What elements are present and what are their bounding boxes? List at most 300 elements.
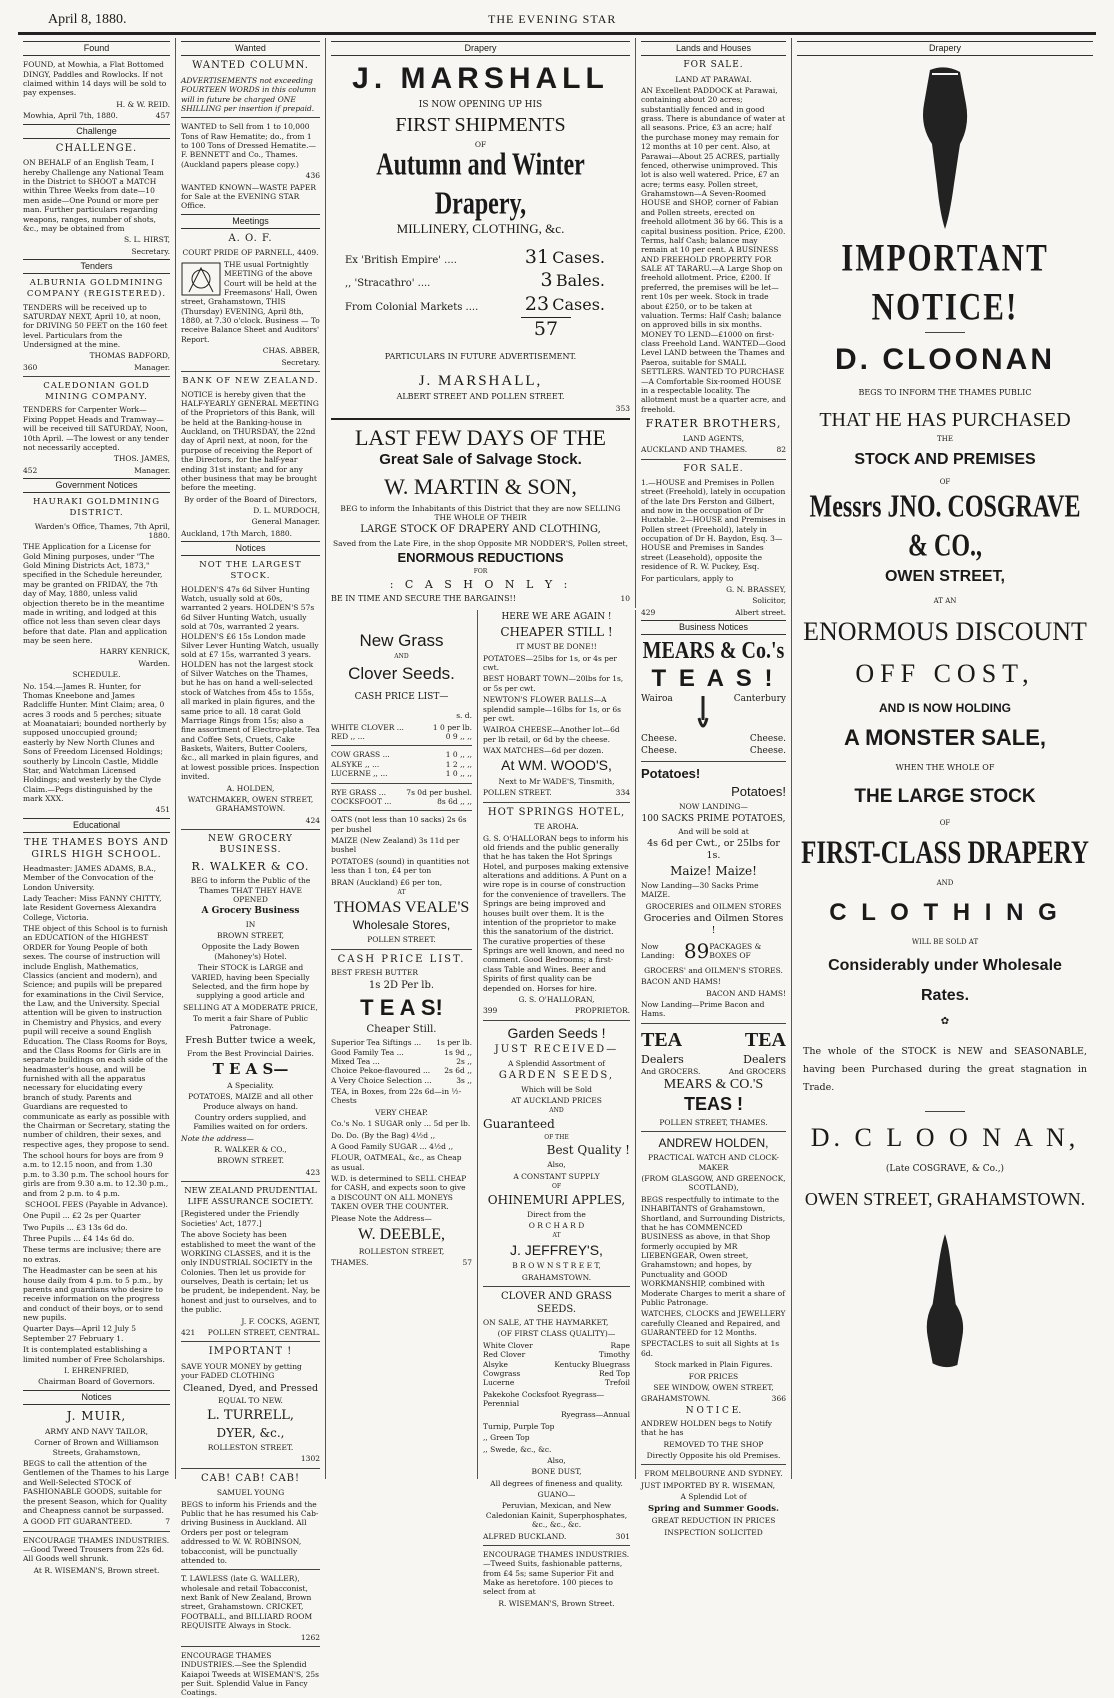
maize: MAIZE (New Zealand) 3s 11d per bushel — [331, 836, 460, 855]
potatoes-head: Potatoes! — [641, 765, 701, 781]
bacon-head-2: BACON AND HAMS! — [706, 988, 786, 998]
deeble-cheaper: Cheaper Still. — [366, 1023, 437, 1035]
frater-auckland: AUCKLAND AND THAMES. — [641, 445, 748, 455]
tea-row — [331, 1048, 472, 1057]
grocery-selling: SELLING AT A MODERATE PRICE, — [183, 1002, 318, 1012]
divider — [483, 802, 630, 803]
wood-cheaper: CHEAPER STILL ! — [500, 625, 613, 640]
buckland-haymarket: ON SALE, AT THE HAYMARKET, — [483, 1318, 609, 1327]
muir-sub: ARMY AND NAVY TAILOR, — [45, 1426, 148, 1436]
buckland-bone: BONE DUST, — [531, 1467, 582, 1477]
martin-last: LAST FEW DAYS OF THE — [354, 424, 606, 450]
section-lands: Lands and Houses — [641, 41, 786, 56]
deeble-sugar: Co.'s No. 1 SUGAR only ... 5d per lb. — [331, 1119, 471, 1129]
wood-newton: NEWTON'S FLOWER BALLS—A splendid sample—16lbs for 1s, or 6s per cwt. — [483, 695, 622, 723]
jeffrey-also: Also, — [547, 1160, 566, 1170]
marshall-addr: ALBERT STREET AND POLLEN STREET. — [396, 392, 565, 402]
prudential-addr: POLLEN STREET, CENTRAL. — [207, 1327, 320, 1337]
jeffrey-brown: B R O W N S T R E E T, — [512, 1261, 601, 1271]
school-fees-head: SCHOOL FEES (Payable in Advance). — [25, 1199, 168, 1209]
tea-price: 2s ,, — [456, 1056, 472, 1066]
marshall-sign: J. MARSHALL, — [418, 372, 543, 389]
andrew-holden-spectacles: SPECTACLES to suit all Sights at 1s 6d. — [641, 1339, 780, 1358]
price-row — [331, 732, 472, 741]
section-meetings: Meetings — [181, 214, 320, 229]
school-fee-1: One Pupil ... £2 2s per Quarter — [23, 1211, 141, 1221]
tea-word: TEA — [744, 1028, 786, 1051]
found-foot: Mowhia, April 7th, 1880. — [23, 111, 118, 121]
challenge-body: ON BEHALF of an English Team, I hereby Challenge any National Team in the District to SHOOT a MATCH within Three Weeks from date—10 men aside—One Pound or more per man. Further particulars regarding weapons, ranges, number of shots, &c., may be obtained from — [23, 158, 164, 233]
price-row — [331, 788, 472, 797]
grocery-business: A Grocery Business — [201, 906, 300, 917]
important-body: SAVE YOUR MONEY by getting your FADED CLOTHING — [181, 1361, 302, 1381]
column-3a — [326, 610, 478, 1479]
veale-pollen: POLLEN STREET. — [367, 935, 436, 945]
grocery-country: Country orders supplied, and Families waited on for orders. — [193, 1112, 308, 1132]
wood-wax: WAX MATCHES—6d per dozen. — [483, 746, 604, 755]
section-tenders: Tenders — [23, 259, 170, 274]
buckland-swede: ,, Swede, &c., &c. — [483, 1444, 552, 1454]
bran: BRAN (Auckland) £6 per ton, — [331, 877, 443, 887]
wanted-head: WANTED COLUMN. — [192, 60, 309, 72]
issue-date: April 8, 1880. — [48, 12, 127, 27]
seed-row — [483, 1369, 630, 1378]
potatoes-sacks: 100 SACKS PRIME POTATOES, — [641, 813, 786, 824]
holden-num: 424 — [305, 815, 320, 825]
tea-price: 1s per lb. — [436, 1038, 472, 1048]
tenders-num: 360 — [23, 362, 38, 372]
wiseman-from: FROM MELBOURNE AND SYDNEY. — [644, 1469, 783, 1479]
jeffrey-orchard: O R C H A R D — [528, 1220, 585, 1230]
hauraki-date: Warden's Office, Thames, 7th April, 1880. — [34, 521, 170, 540]
challenge-role: Secretary. — [131, 246, 170, 256]
grocery-street: BROWN STREET, — [217, 931, 284, 940]
deeble-name: W. DEEBLE, — [358, 1225, 445, 1243]
buckland-also: Also, — [547, 1455, 566, 1465]
shipment-total: 57 — [521, 317, 571, 342]
seed-row — [483, 1378, 630, 1387]
deeble-butter: 1s 2D Per lb. — [368, 979, 435, 991]
cloonan-and: AND — [936, 878, 954, 887]
groceries-head: GROCERIES and OILMEN STORES — [645, 901, 782, 911]
section-business: Business Notices — [641, 620, 786, 635]
cloonan-of-2: OF — [939, 818, 951, 827]
buckland-peruvian: Peruvian, Mexican, and New Caledonian Kainit, Superphosphates, &c., &c., &c. — [485, 1501, 628, 1530]
bank-head: BANK OF NEW ZEALAND. — [182, 375, 319, 386]
seed-right: Rape — [610, 1340, 630, 1350]
tea-dealers-row — [641, 1028, 786, 1053]
divider — [181, 1569, 320, 1570]
marshall-particulars: PARTICULARS IN FUTURE ADVERTISEMENT. — [384, 351, 577, 361]
turrell-dyer: DYER, &c., — [216, 1426, 285, 1440]
clover-head: Clover Seeds. — [348, 663, 455, 683]
jeffrey-name: J. JEFFREY'S, — [510, 1241, 603, 1258]
lands-for-sale: FOR SALE. — [683, 60, 744, 71]
challenge-sign: S. L. HIRST, — [124, 235, 170, 245]
deeble-very: VERY CHEAP. — [375, 1107, 428, 1117]
cheese-row — [641, 746, 786, 757]
seed-row — [483, 1360, 630, 1369]
paper-title: THE EVENING STAR — [488, 12, 617, 26]
marshall-autumn: Autumn and Winter Drapery, — [376, 148, 585, 222]
tenders-body: TENDERS will be received up to SATURDAY NEXT, April 10, at noon, for DRIVING 50 FEET on the 160 feet level. Particulars from the Undersigned at the mine. — [23, 302, 168, 349]
divider — [331, 810, 472, 811]
price-value: 1 2 ,, ,, — [445, 759, 472, 769]
cash-list: CASH PRICE LIST— — [354, 692, 449, 702]
deeble-flour2: FLOUR, OATMEAL, &c., as Cheap as usual. — [331, 1153, 462, 1172]
seed-left: Lucerne — [483, 1378, 515, 1388]
prudential-num: 421 — [181, 1327, 196, 1337]
school-hm: The Headmaster can be seen at his house daily from 4 p.m. to 5 p.m., by parents and guardians who desire to receive information on the progress and conduct of their boys, or to send new pupils. — [23, 1266, 164, 1322]
houses-solicitor: Solicitor, — [752, 596, 786, 606]
hot-num: 399 — [483, 1006, 498, 1016]
garden-sold: Which will be Sold — [521, 1084, 592, 1094]
wanted-ad-2: WANTED KNOWN—WASTE PAPER for Sale at the EVENING STAR Office. — [181, 182, 316, 211]
martin-num: 10 — [620, 593, 630, 603]
muir-guarantee: A GOOD FIT GUARANTEED. — [23, 1517, 133, 1527]
oats: OATS (not less than 10 sacks) 2s 6s per bushel — [331, 815, 467, 834]
caledonian-role: Manager. — [134, 465, 170, 475]
bank-body: NOTICE is hereby given that the HALF-YEARLY GENERAL MEETING of the Proprietors of this Bank, will be held at the Banking-house in Auckland, on THURSDAY, the 22nd day of April next, at noon, for the purpose of receiving the Report of the Directors, for the half-year ending 31st instant; and for any other business that may be brought before the meeting. — [181, 389, 319, 493]
andrew-holden-body: BEGS respectfully to intimate to the INHABITANTS of Grahamstown, Shortland, and Surrounding Districts, that he has COMMENCED BUSINESS as above, in that Shop formerly occupied by MR LIEBENGEAR, Owen street, Grahamstown; and hopes, by Punctuality and GOOD WORKMANSHIP, combined with Moderate Charges to merit a share of Public Patronage. — [641, 1194, 786, 1307]
shipment-row — [345, 269, 605, 293]
deeble-num: 57 — [462, 1258, 472, 1268]
section-notices-2: Notices — [181, 541, 320, 556]
holden-addr: WATCHMAKER, OWEN STREET, GRAHAMSTOWN. — [187, 794, 314, 814]
grocery-potatoes: POTATOES, MAIZE and all other Produce always on hand. — [188, 1092, 313, 1111]
school-hours: The school hours for boys are from 9 a.m. to 12.15 noon, and from 1.30 p.m. to 3.30 p.m. The school hours for girls are from 9.30 a.m. to 12.30 p.m., and from 2 p.m. to 4 p.m. — [23, 1151, 169, 1198]
houses-body: 1.—HOUSE and Premises in Pollen street (Freehold), lately in occupation of the late Drs Ferston and Gilbert, and now in the occupation of Dr Huxtable. 2—HOUSE and Premises in Pollen street (Freehold), lately in occupation of Dr H. Baydon, Esq. 3—HOUSE and Premises in Sandes street (Leasehold), opposite the residence of R. W. Puckey, Esq. — [641, 477, 786, 572]
grocery-dairies: From the Best Provincial Dairies. — [187, 1048, 314, 1058]
price-item: RED ,, ... — [331, 732, 365, 741]
divider — [483, 1545, 630, 1546]
price-value: 1 0 per lb. — [432, 722, 472, 732]
wood-potatoes: POTATOES—25lbs for 1s, or 4s per cwt. — [483, 653, 617, 672]
encourage-body: ENCOURAGE THAMES INDUSTRIES.—Good Tweed Trousers from 22s 6d. All Goods well shrunk. — [23, 1535, 170, 1564]
potatoes-sold: And will be sold at — [678, 826, 749, 836]
lands-parawai: LAND AT PARAWAI. — [675, 74, 752, 84]
maize-landing: Now Landing—30 Sacks Prime MAIZE. — [641, 881, 759, 900]
wiseman-inspection: INSPECTION SOLICITED — [664, 1527, 763, 1537]
grocery-in: IN — [245, 919, 256, 929]
prudential-body: The above Society has been established to meet the want of the WORKING CLASSES, and it is the only INDUSTRIAL SOCIETY in the Colonies. Then let us provide for ourselves, Death is certain; let us be prudent, be independent. Nay, be honest and just to ourselves, and to the public. — [181, 1230, 320, 1315]
wood-next: Next to Mr WADE'S, Tinsmith, — [498, 776, 615, 786]
grocery-stock: Their STOCK is LARGE and VARIED, having been Specially Selected, and the firm hope by supplying a good article and — [191, 963, 310, 1001]
shipment-unit: Bales. — [555, 271, 605, 291]
column-5 — [792, 38, 1098, 1479]
jeffrey-of: OF — [551, 1183, 562, 1190]
divider — [181, 1341, 320, 1342]
packages-grocers: GROCERS' and OILMEN'S STORES. — [644, 965, 783, 975]
price-value: 7s 0d per bushel. — [406, 787, 472, 797]
cloonan-body: The whole of the STOCK is NEW and SEASONABLE, having been Purchased during the great stagnation in Trade. — [803, 1045, 1087, 1093]
section-government: Government Notices — [23, 478, 170, 493]
packages-row — [641, 939, 786, 964]
andrew-holden-prices: FOR PRICES — [688, 1371, 739, 1381]
cloonan-cosgrave: Messrs JNO. COSGRAVE & CO., — [809, 490, 1081, 564]
houses-particulars: For particulars, apply to — [641, 573, 734, 583]
andrew-holden-grahamstown: GRAHAMSTOWN. — [641, 1394, 711, 1404]
cab-body: BEGS to inform his Friends and the Public that he has resumed his Cab-driving Business in Auckland. All Orders per post or telegram addressed to W. W. ROBINSON, tobacconist, will be punctually attended to. — [181, 1499, 319, 1565]
grocery-teas: T E A S— — [212, 1060, 289, 1078]
shipment-qty: 31 — [524, 245, 550, 268]
school-fee-3: Three Pupils ... £4 14s 6d do. — [23, 1234, 135, 1243]
shipment-label: ,, 'Stracathro' .... — [345, 278, 431, 290]
houses-brassey: G. N. BRASSEY, — [726, 584, 786, 594]
mears-teas-2: TEAS ! — [683, 1094, 743, 1115]
cheese-row — [641, 694, 786, 734]
houses-albert: Albert street. — [735, 607, 786, 617]
wood-waioa: WAIROA CHEESE—Another lot—6d per lb retail, or 6d by the cheese. — [483, 725, 620, 744]
deeble-do: Do. Do. (By the Bag) 4½d ,, — [331, 1130, 436, 1140]
cloonan-monster: A MONSTER SALE, — [843, 724, 1047, 750]
cloonan-the: THE — [937, 435, 953, 444]
cloonan-owen-2: OWEN STREET, GRAHAMSTOWN. — [804, 1188, 1086, 1209]
turrell-num: 1302 — [300, 1454, 320, 1464]
buckland-pacey: Pakekohe Cocksfoot Ryegrass—Perennial — [483, 1389, 605, 1408]
section-wanted: Wanted — [181, 41, 320, 56]
garden-received: JUST RECEIVED— — [494, 1044, 619, 1056]
wood-again: HERE WE ARE AGAIN ! — [501, 612, 612, 622]
price-unit: s. d. — [456, 711, 472, 721]
school-contemplated: It is contemplated establishing a limited number of Free Scholarships. — [23, 1345, 165, 1364]
tea-item: Choice Pekoe-flavoured ... — [331, 1066, 431, 1076]
column-3-top — [326, 38, 636, 608]
masthead-rule — [18, 32, 1096, 35]
marshall-of: OF — [474, 140, 487, 149]
divider — [181, 1646, 320, 1647]
deeble-note: Please Note the Address— — [331, 1213, 432, 1223]
packages-label: PACKAGES & BOXES OF — [709, 942, 762, 961]
cloonan-off: OFF COST, — [855, 659, 1035, 688]
found-body: FOUND, at Mowhia, a Flat Bottomed DINGY, Paddles and Rowlocks. If not claimed within 14 days will be sold to pay expenses. — [23, 60, 167, 98]
hot-body: G. S. O'HALLORAN begs to inform his old friends and the public generally that he has taken the Hot Springs Hotel, and purposes making extensive alterations and additions. A Punt on a wire rope is in course of construction for the convenience of travellers. The Springs are being improved and houses built over them. It is the intention of the proprietor to make this the sanatorium of the district. The curative properties of these Springs are well known, and need no comment. Good Bedrooms; a first-class Table and Wines. Beer and Spirits of first quality can be depended on. Horses for hire. — [483, 833, 629, 993]
grocery-name: R. WALKER & CO. — [191, 859, 310, 873]
important-notice: IMPORTANT NOTICE! — [841, 235, 1049, 328]
cheese-label: Cheese. — [641, 734, 678, 745]
notice-head: N O T I C E. — [685, 1405, 742, 1416]
frater-name: FRATER BROTHERS, — [645, 417, 782, 430]
andrew-holden-name: ANDREW HOLDEN, — [658, 1136, 769, 1151]
tea-item: Superior Tea Siftings ... — [331, 1038, 422, 1048]
shipment-row — [345, 246, 605, 270]
cheese-wairoa: Wairoa — [641, 694, 673, 705]
marshall-opening: IS NOW OPENING UP HIS — [418, 99, 543, 110]
buckland-clover: CLOVER AND GRASS SEEDS. — [501, 1291, 612, 1315]
cloonan-large: THE LARGE STOCK — [854, 786, 1036, 807]
encourage-2-body: ENCOURAGE THAMES INDUSTRIES.—See the Splendid Kaiapoi Tweeds at WISEMAN'S, 25s per Suit. Splendid Value in Fancy Coatings. — [181, 1650, 320, 1698]
masthead — [18, 10, 1098, 32]
divider — [641, 1131, 786, 1132]
seed-row — [483, 1350, 630, 1359]
wanted-note: ADVERTISEMENTS not exceeding FOURTEEN WORDS in this column will in future be charged ONE SHILLING per insertion if prepaid. — [181, 75, 317, 113]
frater-agents: LAND AGENTS, — [682, 433, 745, 443]
wood-hobart: BEST HOBART TOWN—20lbs for 1s, or 5s per cwt. — [483, 674, 624, 693]
tea-dealers-row — [641, 1053, 786, 1067]
muir-body: BEGS to call the attention of the Gentlemen of the Thames to his Large and Well-Selected STOCK of FASHIONABLE GOODS, suitable for the present Season, which for Quality and Cheapness cannot be surpassed. — [23, 1459, 169, 1515]
caledonian-num: 452 — [23, 465, 38, 475]
buckland-name: ALFRED BUCKLAND. — [483, 1531, 567, 1541]
section-found: Found — [23, 41, 170, 56]
andrew-holden-glasgow: (FROM GLASGOW, AND GREENOCK, SCOTLAND), — [641, 1174, 786, 1193]
aof-body: THE usual Fortnightly MEETING of the above Court will be held at the Freemasons' Hall, Owen street, Grahamstown, THIS (Thursday) EVENING, April 8th, 1880, at 7.30 o'clock. Business — To receive Balance Sheet and Auditors' Report. — [181, 259, 320, 344]
tea-dealers-row — [641, 1067, 786, 1076]
cheese-row — [641, 734, 786, 745]
shipment-qty: 23 — [524, 293, 550, 316]
pointing-hand-icon — [910, 1230, 980, 1370]
school-sign: I. EHRENFRIED, — [64, 1365, 129, 1375]
divider — [331, 949, 472, 950]
tea-price: 3s ,, — [456, 1075, 472, 1085]
martin-body: BEG to inform the Inhabitants of this District that they are now SELLING THE WHOLE OF THEIR — [340, 503, 621, 522]
hauraki-schedule: SCHEDULE. — [72, 670, 121, 680]
cloonan-name: D. CLOONAN — [835, 342, 1055, 376]
jeffrey-direct: Direct from the — [527, 1209, 586, 1219]
aof-role: Secretary. — [281, 357, 320, 367]
cloonan-purchased: THAT HE HAS PURCHASED — [819, 409, 1071, 432]
deeble-wd: W.D. is determined to SELL CHEAP for CASH, and expects soon to give a DISCOUNT ON ALL MONEYS TAKEN OVER THE COUNTER. — [331, 1174, 467, 1212]
grass-head: New Grass — [359, 631, 444, 650]
cheese-label: Cheese. — [749, 734, 786, 745]
grocery-body: BEG to inform the Public of the Thames THAT THEY HAVE OPENED — [190, 876, 311, 904]
grocers-word: And GROCERS. — [641, 1066, 701, 1076]
price-item: RYE GRASS ... — [331, 787, 386, 797]
mears-pollen: POLLEN STREET, THAMES. — [659, 1117, 768, 1127]
grocery-num: 423 — [305, 1167, 320, 1177]
andrew-holden-see: SEE WINDOW, OWEN STREET, — [653, 1382, 774, 1392]
prudential-sign: J. F. COCKS, AGENT, — [241, 1316, 320, 1326]
encourage-3-body: ENCOURAGE THAMES INDUSTRIES.—Tweed Suits, fashionable patterns, from £4 5s; same Superior Fit and Make as heretofore. 100 pieces to select from at — [483, 1549, 630, 1597]
marshall-millinery: MILLINERY, CLOTHING, &c. — [396, 221, 565, 237]
school-qdays: Quarter Days—April 12 July 5 September 27 February 1. — [23, 1324, 137, 1343]
divider — [331, 418, 630, 420]
tenders-role: Manager. — [134, 362, 170, 372]
cheese-label: Cheese. — [641, 745, 678, 756]
garden-guaranteed: Guaranteed — [483, 1116, 555, 1131]
price-value: 8s 6d ,, ,, — [437, 796, 472, 806]
cloonan-begs: BEGS TO INFORM THE THAMES PUBLIC — [858, 388, 1032, 398]
martin-cash: : C A S H O N L Y : — [389, 577, 572, 591]
jeffrey-apples: OHINEMURI APPLES, — [487, 1192, 626, 1207]
turrell-street: ROLLESTON STREET. — [207, 1443, 294, 1452]
divider — [925, 332, 965, 333]
jeffrey-supply: A CONSTANT SUPPLY — [513, 1171, 600, 1181]
buckland-num: 301 — [615, 1531, 630, 1541]
muir-num: 7 — [165, 1517, 170, 1527]
veale-at: AT — [397, 888, 406, 896]
holden-head: NOT THE LARGEST STOCK. — [199, 560, 302, 581]
price-item: COCKSFOOT ... — [331, 796, 392, 806]
wanted-ad-1: WANTED to Sell from 1 to 10,000 Tons of Raw Hematite; do., from 1 to 100 Tons of Dressed Hematite.—F. BENNETT and Co., Thames. (Auckland papers please copy.) — [181, 122, 316, 169]
garden-and: AND — [549, 1107, 564, 1115]
prudential-reg: [Registered under the Friendly Societies' Act, 1877.] — [181, 1209, 300, 1228]
potatoes: POTATOES (sound) in quantities not less than 1 ton, £4 per ton — [331, 856, 470, 876]
maize-head: Maize! Maize! — [670, 864, 757, 878]
divider — [483, 1020, 630, 1021]
marshall-num: 353 — [615, 404, 630, 414]
houses-num: 429 — [641, 607, 656, 617]
divider — [181, 829, 320, 830]
cheese-canterbury: Canterbury — [733, 694, 786, 705]
divider — [181, 117, 320, 118]
found-sign: H. & W. REID. — [116, 99, 170, 109]
tenders-head: ALBURNIA GOLDMINING COMPANY (REGISTERED). — [26, 278, 167, 299]
grocers-word: And GROCERS — [728, 1066, 786, 1076]
cloonan-drapery: FIRST-CLASS DRAPERY — [801, 835, 1089, 871]
garden-of-the: OF THE — [544, 1133, 569, 1141]
price-row — [331, 769, 472, 778]
shipment-unit: Cases. — [552, 247, 605, 267]
caledonian-sign: THOS. JAMES, — [113, 454, 170, 464]
deeble-cash-price: CASH PRICE LIST. — [337, 953, 466, 965]
andrew-holden-watches: WATCHES, CLOCKS and JEWELLERY carefully Cleaned and Repaired, and GUARANTEED for 12 Months. — [641, 1309, 786, 1337]
challenge-head: CHALLENGE. — [55, 142, 138, 154]
buckland-quality: (OF FIRST CLASS QUALITY)— — [497, 1329, 616, 1339]
price-value: 0 9 ,, ,, — [445, 732, 472, 741]
shipment-unit: Cases. — [552, 295, 605, 315]
fleuron-icon: ✿ — [940, 1016, 950, 1028]
hauraki-head: HAURAKI GOLDMINING DISTRICT. — [33, 497, 160, 518]
wiseman-great: GREAT REDUCTION IN PRICES — [651, 1516, 776, 1526]
frater-num: 82 — [776, 445, 786, 455]
veale-wholesale: Wholesale Stores, — [352, 918, 451, 933]
divider — [641, 1464, 786, 1465]
seed-row — [483, 1341, 630, 1350]
grass-and: AND — [394, 653, 409, 661]
found-num: 457 — [155, 111, 170, 121]
deeble-teas: T E A S! — [360, 995, 443, 1021]
grocery-merit: To merit a fair Share of Public Patronage. — [193, 1014, 308, 1033]
seed-right: Trefoil — [604, 1378, 630, 1388]
aof-sign: CHAS. ABBER, — [262, 346, 320, 356]
lands-body: AN Excellent PADDOCK at Parawai, containing about 20 acres; substantially fenced and in good grass. There is abundance of water at all seasons. Price, £3 an acre; half the purchase money may remain for 12 months at 10 per cent. Also, at Parawai—About 25 ACRES, partially fenced, otherwise unimproved. This lot is also well watered. Price, £7 an acre; terms easy. Pollen street, Grahamstown—A Seven-Roomed HOUSE and SHOP, corner of Fabian and Pollen streets, erected on freehold allotment 36 by 66. This is a capital business position. Price, £200. Terms, half Cash; balance may remain at 10 per cent. A BUSINESS AND FREEHOLD PROPERTY FOR SALE AT TARARU.—A Large Shop on freehold allotment. Price, £200. If preferred, the premises will be let—rent 10s per week. Stock in trade about £250, or to be taken at valuation. Terms: Half Cash; balance on approved bills in six months. MONEY TO LEND—£1000 on first-class Freehold Land. WANTED—Good Level LAND between the Thames and Paeroa, suitable for SMALL SETTLERS. WANTED TO PURCHASE—A Comfortable Six-roomed HOUSE in a respectable locality. The allotment must be a quarter acre, and freehold. — [641, 85, 786, 414]
bank-sign: D. L. MURDOCH, — [253, 506, 320, 515]
bank-date: Auckland, 17th March, 1880. — [181, 528, 293, 538]
seed-left: White Clover — [483, 1340, 533, 1350]
potatoes-head-2: Potatoes! — [731, 784, 786, 799]
deeble-boxes: TEA, in Boxes, from 22s 6d—in ½-Chests — [331, 1087, 462, 1106]
cheese-label: Cheese. — [749, 745, 786, 756]
notice-directly: Directly Opposite his old Premises. — [646, 1451, 781, 1460]
shipment-qty: 3 — [540, 269, 553, 292]
cab-head: CAB! CAB! CAB! — [200, 1472, 301, 1484]
mears-name: MEARS & Co.'s — [642, 637, 785, 665]
holden-body: HOLDEN'S 47s 6d Silver Hunting Watch, usually sold at 60s, warranted 2 years. HOLDEN'S 57s 6d Silver Hunting Watch, usually sold at 70s, warranted 2 years. HOLDEN'S £6 15s London made Silver Lever Hunting Watch, usually sold at £7 15s, warranted 3 years. HOLDEN has not the largest stock of Silver Watches on the Thames, but he has on hand a well-selected stock of Watches from 45s to 155s, all marked in plain figures, and the same price to all. 18 carat Gold Marriage Rings from 15s; also a fine assortment of Electro-plate. Tea and Coffee Sets, Cruets, Cake Baskets, Waiters, Butter Coolers, &c., all marked in plain figures, and at lowest possible prices. Inspection invited. — [181, 584, 320, 782]
grocery-addr: BROWN STREET. — [217, 1156, 284, 1166]
grocery-speciality: A Speciality. — [227, 1080, 274, 1090]
martin-saved: Saved from the Late Fire, in the shop Opposite MR NODDER'S, Pollen street, — [333, 538, 628, 548]
price-row — [331, 797, 472, 806]
price-item: COW GRASS ... — [331, 750, 390, 760]
school-body: THE object of this School is to furnish an EDUCATION of the HIGHEST ORDER for Young People of both sexes. The course of instruction will include English, Mathematics, Classics (ancient and modern), and Science; and pupils will be prepared for examinations in the Civil Service, the Law, and the University. Special attention will be given to instruction in Chemistry and Physics, and every pupil will receive a sound English Education. The Class Rooms for Boys, and the Class Rooms for Girls are in separate buildings on each side of the headmaster's house, and will be furnished with all the apparatus necessary for elucidating every branch of study. Parents and Guardians are requested to communicate as early as possible with the Chairman or Secretary, stating the number of children, their sexes, and respective ages, they propose to send. — [23, 924, 170, 1149]
wanted-num-1: 436 — [305, 171, 320, 181]
martin-time: BE IN TIME AND SECURE THE BARGAINS!! — [331, 593, 516, 603]
price-item: ALSYKE ,, ... — [331, 759, 380, 769]
bacon-head: BACON AND HAMS! — [641, 977, 721, 987]
jeffrey-at: AT — [552, 1232, 561, 1240]
martin-for: FOR — [473, 568, 488, 576]
important-head: IMPORTANT ! — [208, 1346, 293, 1358]
section-drapery-2: Drapery — [797, 41, 1093, 56]
bank-by: By order of the Board of Directors, — [184, 494, 317, 504]
divider — [23, 376, 170, 377]
marshall-shipments — [345, 246, 630, 342]
caledonian-head: CALEDONIAN GOLD MINING COMPANY. — [43, 381, 150, 402]
section-notices: Notices — [23, 1390, 170, 1405]
column-4 — [636, 38, 792, 1537]
seed-right: Red Top — [598, 1368, 630, 1378]
notice-removed: REMOVED TO THE SHOP — [663, 1439, 764, 1449]
